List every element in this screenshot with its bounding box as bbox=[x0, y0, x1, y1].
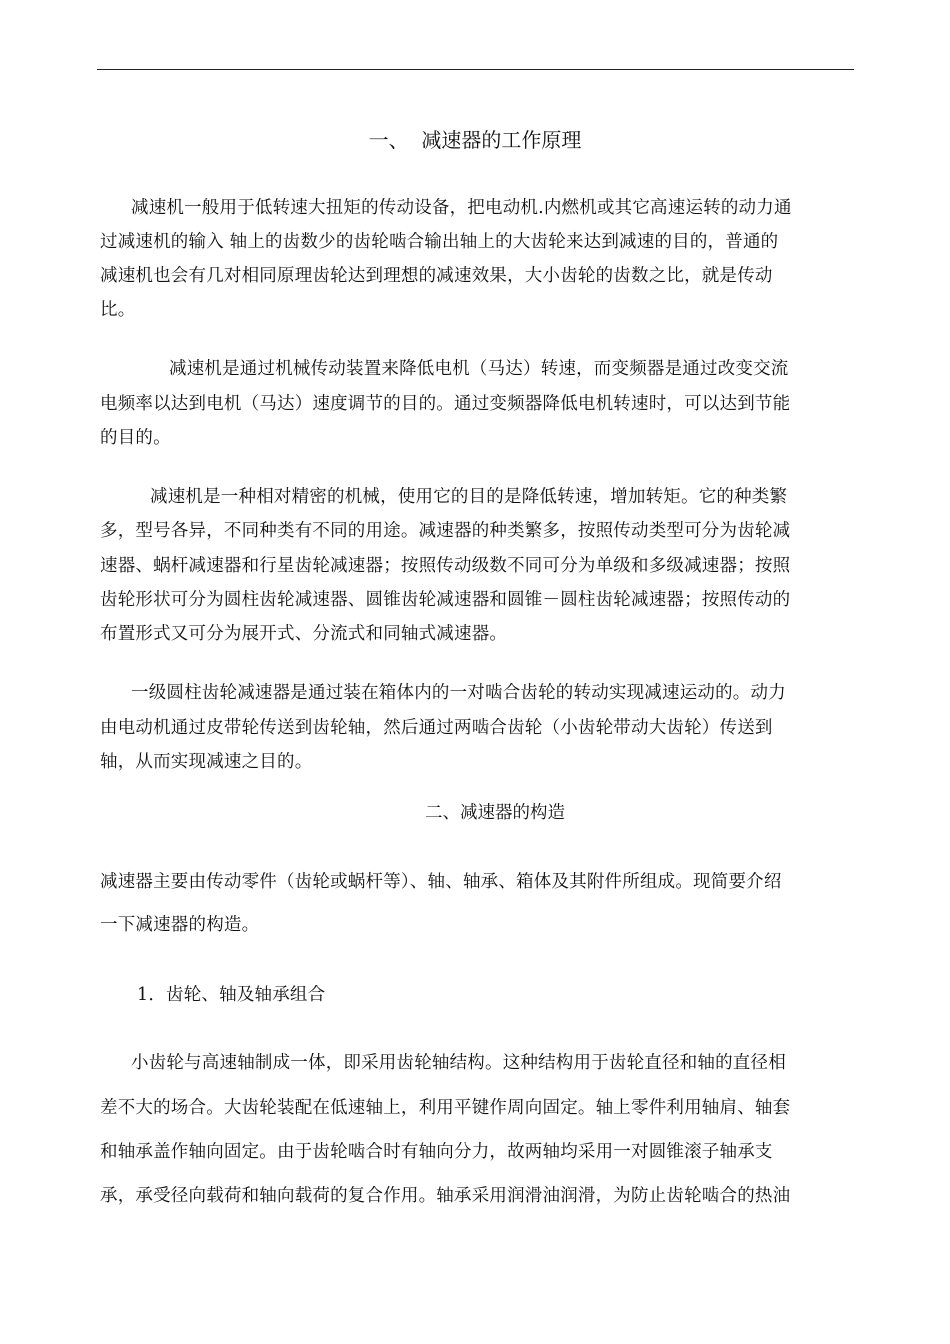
section-2-title: 二、减速器的构造 bbox=[425, 803, 565, 823]
paragraph-4-line-3: 轴，从而实现减速之目的。 bbox=[100, 752, 313, 772]
paragraph-2-line-1: 减速机是通过机械传动装置来降低电机（马达）转速，而变频器是通过改变交流 bbox=[169, 359, 789, 379]
paragraph-6-line-2: 差不大的场合。大齿轮装配在低速轴上，利用平键作周向固定。轴上零件利用轴肩、轴套 bbox=[100, 1098, 791, 1118]
paragraph-6-line-1: 小齿轮与高速轴制成一体，即采用齿轮轴结构。这种结构用于齿轮直径和轴的直径相 bbox=[131, 1053, 786, 1073]
paragraph-5-line-2: 一下减速器的构造。 bbox=[100, 915, 260, 935]
paragraph-1-line-1: 减速机一般用于低转速大扭矩的传动设备，把电动机.内燃机或其它高速运转的动力通 bbox=[131, 198, 792, 218]
subsection-1-heading: 1．齿轮、轴及轴承组合 bbox=[137, 985, 326, 1005]
paragraph-3-line-5: 布置形式又可分为展开式、分流式和同轴式减速器。 bbox=[100, 624, 508, 644]
paragraph-3-line-4: 齿轮形状可分为圆柱齿轮减速器、圆锥齿轮减速器和圆锥－圆柱齿轮减速器；按照传动的 bbox=[100, 590, 791, 610]
paragraph-3-line-3: 速器、蜗杆减速器和行星齿轮减速器；按照传动级数不同可分为单级和多级减速器；按照 bbox=[100, 556, 791, 576]
paragraph-1-line-3: 减速机也会有几对相同原理齿轮达到理想的减速效果，大小齿轮的齿数之比，就是传动 bbox=[100, 266, 773, 286]
paragraph-3-line-1: 减速机是一种相对精密的机械，使用它的目的是降低转速，增加转矩。它的种类繁 bbox=[150, 487, 788, 507]
paragraph-1-line-2: 过减速机的输入 轴上的齿数少的齿轮啮合输出轴上的大齿轮来达到减速的目的，普通的 bbox=[100, 232, 779, 252]
paragraph-6-line-4: 承，承受径向载荷和轴向载荷的复合作用。轴承采用润滑油润滑，为防止齿轮啮合的热油 bbox=[100, 1186, 791, 1206]
paragraph-1-line-4: 比。 bbox=[100, 300, 136, 320]
paragraph-4-line-1: 一级圆柱齿轮减速器是通过装在箱体内的一对啮合齿轮的转动实现减速运动的。动力 bbox=[131, 683, 786, 703]
paragraph-2-line-2: 电频率以达到电机（马达）速度调节的目的。通过变频器降低电机转速时，可以达到节能 bbox=[100, 394, 791, 414]
header-rule bbox=[97, 69, 854, 70]
section-1-title: 一、 减速器的工作原理 bbox=[368, 128, 582, 152]
paragraph-3-line-2: 多，型号各异，不同种类有不同的用途。减速器的种类繁多，按照传动类型可分为齿轮减 bbox=[100, 521, 791, 541]
paragraph-2-line-3: 的目的。 bbox=[100, 428, 171, 448]
paragraph-4-line-2: 由电动机通过皮带轮传送到齿轮轴，然后通过两啮合齿轮（小齿轮带动大齿轮）传送到 bbox=[100, 718, 773, 738]
paragraph-6-line-3: 和轴承盖作轴向固定。由于齿轮啮合时有轴向分力，故两轴均采用一对圆锥滚子轴承支 bbox=[100, 1142, 773, 1162]
paragraph-5-line-1: 减速器主要由传动零件（齿轮或蜗杆等）、轴、轴承、箱体及其附件所组成。现简要介绍 bbox=[100, 872, 782, 892]
